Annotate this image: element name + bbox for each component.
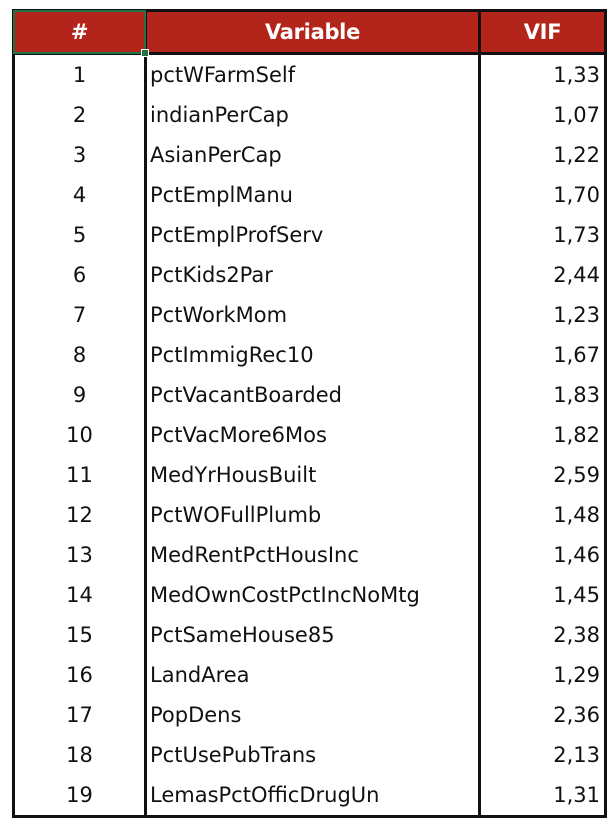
variable-name-cell[interactable]: PctKids2Par: [146, 255, 480, 295]
row-number-cell[interactable]: 5: [14, 215, 146, 255]
vif-value-cell[interactable]: 1,33: [480, 54, 606, 96]
table-row: [14, 615, 606, 655]
row-number-cell[interactable]: 14: [14, 575, 146, 615]
table-row: [14, 95, 606, 135]
vif-value-cell[interactable]: 1,73: [480, 215, 606, 255]
vif-value-cell[interactable]: 2,13: [480, 735, 606, 775]
header-row: [14, 11, 606, 54]
variable-name-cell[interactable]: pctWFarmSelf: [146, 54, 480, 96]
row-number-cell[interactable]: 9: [14, 375, 146, 415]
variable-name-cell[interactable]: PctImmigRec10: [146, 335, 480, 375]
variable-name-cell[interactable]: PctEmplManu: [146, 175, 480, 215]
table-row: [14, 655, 606, 695]
table-row: [14, 54, 606, 96]
row-number-cell[interactable]: 16: [14, 655, 146, 695]
table-row: [14, 375, 606, 415]
variable-name-cell[interactable]: PctUsePubTrans: [146, 735, 480, 775]
variable-name-cell[interactable]: MedOwnCostPctIncNoMtg: [146, 575, 480, 615]
variable-name-cell[interactable]: PctVacantBoarded: [146, 375, 480, 415]
variable-name-cell[interactable]: PctWorkMom: [146, 295, 480, 335]
table-row: [14, 135, 606, 175]
header-cell-vif[interactable]: [480, 11, 606, 54]
table-row: [14, 215, 606, 255]
vif-value-cell[interactable]: 1,46: [480, 535, 606, 575]
row-number-cell[interactable]: 15: [14, 615, 146, 655]
table-row: [14, 255, 606, 295]
row-number-cell[interactable]: 13: [14, 535, 146, 575]
variable-name-cell[interactable]: AsianPerCap: [146, 135, 480, 175]
table-row: [14, 415, 606, 455]
vif-value-cell[interactable]: 1,83: [480, 375, 606, 415]
vif-value-cell[interactable]: 2,59: [480, 455, 606, 495]
table-row: [14, 335, 606, 375]
vif-value-cell[interactable]: 1,29: [480, 655, 606, 695]
table-row: [14, 495, 606, 535]
row-number-cell[interactable]: 3: [14, 135, 146, 175]
vif-value-cell[interactable]: 1,48: [480, 495, 606, 535]
row-number-cell[interactable]: 7: [14, 295, 146, 335]
header-vif-label: VIF: [523, 20, 562, 44]
row-number-cell[interactable]: 1: [14, 54, 146, 96]
row-number-cell[interactable]: 11: [14, 455, 146, 495]
vif-value-cell[interactable]: 1,07: [480, 95, 606, 135]
vif-value-cell[interactable]: 1,45: [480, 575, 606, 615]
variable-name-cell[interactable]: PctSameHouse85: [146, 615, 480, 655]
table-row: [14, 455, 606, 495]
variable-name-cell[interactable]: PopDens: [146, 695, 480, 735]
row-number-cell[interactable]: 8: [14, 335, 146, 375]
variable-name-cell[interactable]: indianPerCap: [146, 95, 480, 135]
table-body: [14, 54, 606, 817]
variable-name-cell[interactable]: MedYrHousBuilt: [146, 455, 480, 495]
variable-name-cell[interactable]: PctEmplProfServ: [146, 215, 480, 255]
vif-value-cell[interactable]: 2,38: [480, 615, 606, 655]
header-cell-variable[interactable]: [146, 11, 480, 54]
variable-name-cell[interactable]: PctVacMore6Mos: [146, 415, 480, 455]
header-variable-label: Variable: [264, 20, 361, 44]
vif-value-cell[interactable]: 1,67: [480, 335, 606, 375]
row-number-cell[interactable]: 4: [14, 175, 146, 215]
variable-name-cell[interactable]: PctWOFullPlumb: [146, 495, 480, 535]
table-row: [14, 695, 606, 735]
vif-value-cell[interactable]: 2,44: [480, 255, 606, 295]
row-number-cell[interactable]: 19: [14, 775, 146, 817]
vif-value-cell[interactable]: 2,36: [480, 695, 606, 735]
row-number-cell[interactable]: 6: [14, 255, 146, 295]
variable-name-cell[interactable]: LandArea: [146, 655, 480, 695]
vif-value-cell[interactable]: 1,23: [480, 295, 606, 335]
header-number-label: #: [70, 20, 89, 44]
spreadsheet-range: [12, 9, 604, 818]
table-row: [14, 775, 606, 817]
variable-name-cell[interactable]: LemasPctOfficDrugUn: [146, 775, 480, 817]
table-row: [14, 575, 606, 615]
table-row: [14, 735, 606, 775]
vif-value-cell[interactable]: 1,22: [480, 135, 606, 175]
row-number-cell[interactable]: 18: [14, 735, 146, 775]
vif-value-cell[interactable]: 1,82: [480, 415, 606, 455]
vif-value-cell[interactable]: 1,70: [480, 175, 606, 215]
header-cell-number[interactable]: [14, 11, 146, 54]
table-row: [14, 175, 606, 215]
variable-name-cell[interactable]: MedRentPctHousInc: [146, 535, 480, 575]
row-number-cell[interactable]: 12: [14, 495, 146, 535]
row-number-cell[interactable]: 10: [14, 415, 146, 455]
row-number-cell[interactable]: 2: [14, 95, 146, 135]
table-row: [14, 535, 606, 575]
vif-value-cell[interactable]: 1,31: [480, 775, 606, 817]
table-row: [14, 295, 606, 335]
row-number-cell[interactable]: 17: [14, 695, 146, 735]
vif-table: [12, 9, 607, 818]
